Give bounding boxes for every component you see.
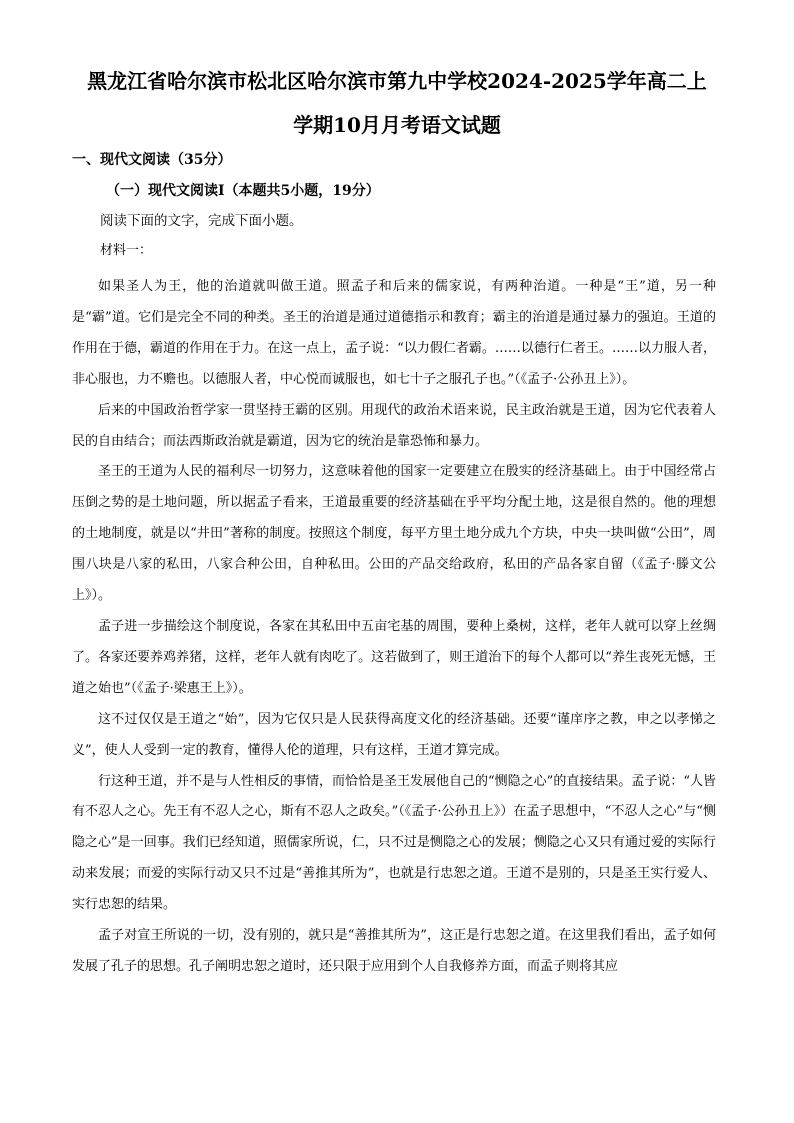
reading-instruction: 阅读下面的文字，完成下面小题。 — [100, 213, 303, 229]
passage-paragraph: 如果圣人为王，他的治道就叫做王道。照孟子和后来的儒家说，有两种治道。一种是“王”道，另一种是“霸”道。它们是完全不同的种类。圣王的治道是通过道德指示和教育；霸主的治道是通过暴力的强迫。王道的作用在于德，霸道的作用在于力。在这一点上，孟子说：“以力假仁者霸。……以德行仁者王。……以力服人者，非心服也，力不赡也。以德服人者，中心悦而诚服也，如七十子之服孔子也。”（《孟子·公孙丑上》）。 — [72, 279, 716, 387]
passage-paragraph: 行这种王道，并不是与人性相反的事情，而恰恰是圣王发展他自己的“恻隐之心”的直接结果。孟子说：“人皆有不忍人之心。先王有不忍人之心，斯有不忍人之政矣。”（《孟子·公孙丑上》）在孟子思想中，“不忍人之心”与“恻隐之心”是一回事。我们已经知道，照儒家所说，仁，只不过是恻隐之心的发展；恻隐之心又只有通过爱的实际行动来发展；而爱的实际行动又只不过是“善推其所为”，也就是行忠恕之道。王道不是别的，只是圣王实行爱人、实行忠恕的结果。 — [72, 773, 716, 913]
subsection-heading: （一）现代文阅读Ⅰ（本题共5小题，19分） — [106, 183, 380, 199]
document-title-line-1: 黑龙江省哈尔滨市松北区哈尔滨市第九中学校2024-2025学年高二上 — [87, 69, 707, 93]
document-title-line-2: 学期10月月考语文试题 — [293, 113, 501, 137]
passage-paragraph: 后来的中国政治哲学家一贯坚持王霸的区别。用现代的政治术语来说，民主政治就是王道，因为它代表着人民的自由结合；而法西斯政治就是霸道，因为它的统治是靠恐怖和暴力。 — [72, 402, 716, 449]
passage-paragraph: 孟子进一步描绘这个制度说，各家在其私田中五亩宅基的周围，要种上桑树，这样，老年人就可以穿上丝绸了。各家还要养鸡养猪，这样，老年人就有肉吃了。这若做到了，则王道治下的每个人都可以“养生丧死无憾，王道之始也”（《孟子·梁惠王上》）。 — [72, 618, 716, 696]
passage-paragraph: 孟子对宣王所说的一切，没有别的，就只是“善推其所为”，这正是行忠恕之道。在这里我们看出，孟子如何发展了孔子的思想。孔子阐明忠恕之道时，还只限于应用到个人自我修养方面，而孟子则将其应 — [72, 928, 716, 974]
section-heading: 一、现代文阅读（35分） — [72, 152, 232, 168]
passage-paragraph: 圣王的王道为人民的福利尽一切努力，这意味着他的国家一定要建立在殷实的经济基础上。由于中国经常占压倒之势的是土地问题，所以据孟子看来，王道最重要的经济基础在乎平均分配土地，这是很自然的。他的理想的土地制度，就是以“井田”著称的制度。按照这个制度，每平方里土地分成九个方块，中央一块叫做“公田”，周围八块是八家的私田，八家合种公田，自种私田。公田的产品交给政府，私田的产品各家自留（《孟子·滕文公上》）。 — [72, 464, 716, 604]
passage-body — [72, 272, 716, 983]
material-label: 材料一： — [100, 243, 153, 258]
passage-paragraph: 这不过仅仅是王道之“始”，因为它仅只是人民获得高度文化的经济基础。还要“谨庠序之教，申之以孝悌之义”，使人人受到一定的教育，懂得人伦的道理，只有这样，王道才算完成。 — [72, 711, 716, 758]
